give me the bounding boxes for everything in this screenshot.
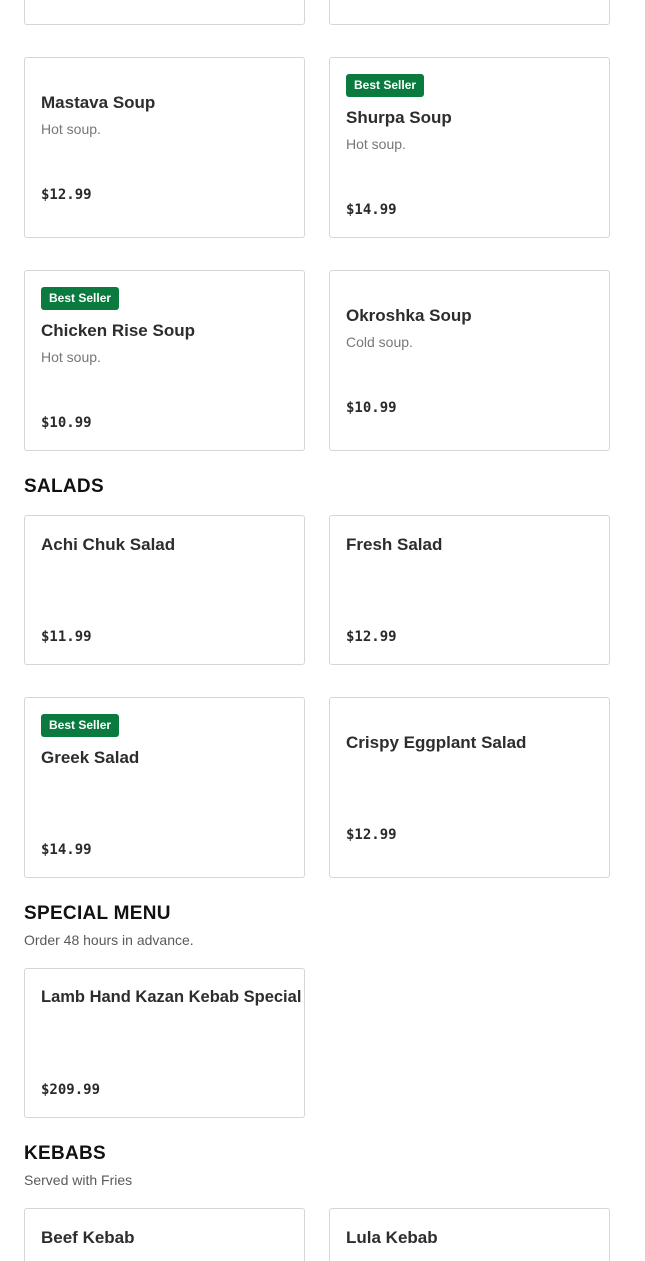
item-price: $14.99 [346,202,397,218]
menu-item-card-shurpa-soup[interactable] [329,57,610,238]
item-name: Chicken Rise Soup [41,321,195,340]
menu-item-card[interactable] [24,0,305,25]
item-price: $10.99 [346,400,397,416]
menu-item-card-greek-salad[interactable] [24,697,305,878]
item-price: $10.99 [41,415,92,431]
menu-item-card[interactable] [329,0,610,25]
best-seller-badge: Best Seller [41,714,119,737]
menu-item-card-crispy-eggplant-salad[interactable] [329,697,610,878]
item-price: $12.99 [41,187,92,203]
best-seller-badge: Best Seller [41,287,119,310]
menu-item-card-mastava-soup[interactable] [24,57,305,238]
item-name: Mastava Soup [41,93,156,112]
menu-item-card-achi-chuk-salad[interactable] [24,515,305,665]
best-seller-badge: Best Seller [346,74,424,97]
item-name: Shurpa Soup [346,108,452,127]
section-title-special-menu: SPECIAL MENU [24,903,171,924]
item-price: $14.99 [41,842,92,858]
item-name: Fresh Salad [346,535,443,554]
item-price: $12.99 [346,629,397,645]
section-title-salads: SALADS [24,476,104,497]
item-price: $11.99 [41,629,92,645]
menu-item-card-chicken-rise-soup[interactable] [24,270,305,451]
item-description: Cold soup. [346,334,413,350]
item-description: Hot soup. [41,121,101,137]
item-price: $12.99 [346,827,397,843]
menu-item-card-lamb-hand-kazan-kebab-special[interactable] [24,968,305,1118]
item-name: Achi Chuk Salad [41,535,176,554]
section-title-kebabs: KEBABS [24,1143,107,1164]
item-name: Greek Salad [41,748,140,767]
section-subtitle-kebabs: Served with Fries [24,1172,133,1188]
item-name: Lula Kebab [346,1228,438,1247]
section-subtitle-special-menu: Order 48 hours in advance. [24,932,194,948]
item-name: Lamb Hand Kazan Kebab Special [41,988,302,1006]
menu-item-card-okroshka-soup[interactable] [329,270,610,451]
item-name: Crispy Eggplant Salad [346,733,527,752]
item-price: $209.99 [41,1082,101,1098]
item-name: Beef Kebab [41,1228,135,1247]
item-description: Hot soup. [41,349,101,365]
menu-item-card-beef-kebab[interactable] [24,1208,305,1261]
item-name: Okroshka Soup [346,306,472,325]
menu-item-card-lula-kebab[interactable] [329,1208,610,1261]
menu-item-card-fresh-salad[interactable] [329,515,610,665]
item-description: Hot soup. [346,136,406,152]
